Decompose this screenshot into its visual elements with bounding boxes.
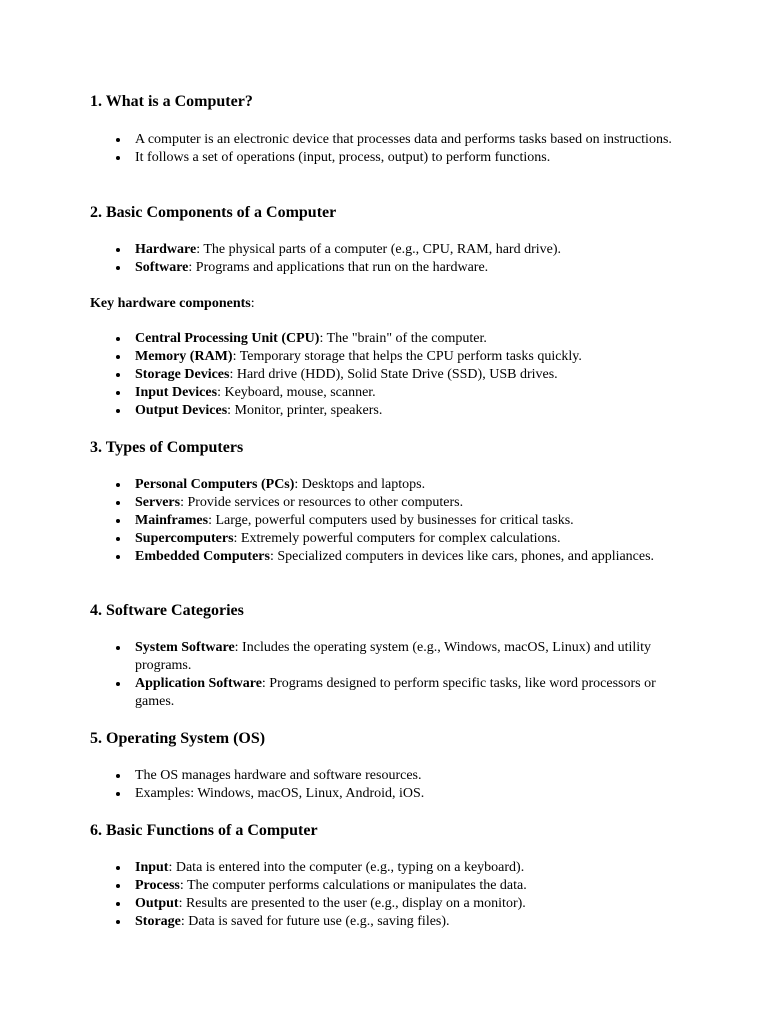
bullet-list [90, 131, 715, 167]
item-text: : Includes the operating system (e.g., Windows, macOS, Linux) and utility programs. [135, 640, 652, 673]
item-text: It follows a set of operations (input, process, output) to perform functions. [135, 150, 551, 165]
list-item [135, 530, 670, 548]
item-term: Mainframes [135, 513, 209, 528]
list-item [135, 548, 670, 566]
item-text: : Extremely powerful computers for complex calculations. [233, 531, 561, 546]
section-heading: 2. Basic Components of a Computer [90, 204, 337, 221]
list-item [135, 476, 670, 494]
list-item [135, 348, 715, 366]
item-term: Servers [135, 495, 181, 510]
list-item [135, 877, 715, 895]
item-term: Personal Computers (PCs) [135, 477, 295, 492]
item-term: Storage Devices [135, 367, 230, 382]
bullet-list [90, 767, 715, 803]
item-text: : Programs designed to perform specific tasks, like word processors or games. [135, 676, 656, 709]
item-text: Examples: Windows, macOS, Linux, Android, iOS. [135, 786, 425, 801]
note-term: Key hardware components [90, 296, 251, 311]
note-text: : [250, 296, 255, 311]
section-heading: 5. Operating System (OS) [90, 730, 266, 747]
item-text: : The computer performs calculations or manipulates the data. [179, 878, 527, 893]
list-item [135, 366, 715, 384]
item-term: Input [135, 860, 169, 875]
item-text: : Monitor, printer, speakers. [227, 403, 383, 418]
item-term: Input Devices [135, 385, 218, 400]
bullet-list [90, 859, 715, 931]
list-item [135, 149, 715, 167]
bullet-list [90, 330, 715, 420]
list-item [135, 259, 715, 277]
item-text: : Provide services or resources to other computers. [180, 495, 464, 510]
item-text: : Large, powerful computers used by businesses for critical tasks. [208, 513, 574, 528]
section-heading: 1. What is a Computer? [90, 93, 253, 110]
item-term: Central Processing Unit (CPU) [135, 331, 320, 346]
list-item [135, 913, 715, 931]
item-text: : Data is entered into the computer (e.g., typing on a keyboard). [168, 860, 525, 875]
list-item [135, 859, 715, 877]
item-text: The OS manages hardware and software resources. [135, 768, 422, 783]
item-text: : Keyboard, mouse, scanner. [217, 385, 376, 400]
item-term: Software [135, 260, 189, 275]
item-term: Hardware [135, 242, 197, 257]
section-heading: 4. Software Categories [90, 602, 244, 619]
list-item [135, 895, 715, 913]
item-term: Memory (RAM) [135, 349, 233, 364]
item-text: : Desktops and laptops. [294, 477, 426, 492]
list-item [135, 512, 670, 530]
item-text: : The physical parts of a computer (e.g., CPU, RAM, hard drive). [196, 242, 562, 257]
list-item [135, 384, 715, 402]
item-text: : Hard drive (HDD), Solid State Drive (SSD), USB drives. [229, 367, 558, 382]
item-text: : Programs and applications that run on the hardware. [188, 260, 489, 275]
item-text: : Data is saved for future use (e.g., saving files). [180, 914, 450, 929]
section-heading: 3. Types of Computers [90, 439, 244, 456]
list-item [135, 767, 715, 785]
subsection-note [90, 295, 255, 313]
item-text: A computer is an electronic device that processes data and performs tasks based on instructions. [135, 132, 672, 147]
item-term: Application Software [135, 676, 262, 691]
item-term: Storage [135, 914, 181, 929]
item-text: : Specialized computers in devices like cars, phones, and appliances. [269, 549, 655, 564]
list-item [135, 241, 715, 259]
bullet-list [90, 476, 670, 566]
list-item [135, 639, 670, 675]
list-item [135, 785, 715, 803]
list-item [135, 330, 715, 348]
item-text: : Temporary storage that helps the CPU perform tasks quickly. [232, 349, 582, 364]
item-term: System Software [135, 640, 235, 655]
section-heading: 6. Basic Functions of a Computer [90, 822, 318, 839]
item-term: Process [135, 878, 180, 893]
item-term: Embedded Computers [135, 549, 270, 564]
list-item [135, 494, 670, 512]
list-item [135, 131, 715, 149]
item-term: Output [135, 896, 179, 911]
bullet-list [90, 639, 670, 711]
item-term: Output Devices [135, 403, 228, 418]
item-text: : Results are presented to the user (e.g., display on a monitor). [178, 896, 526, 911]
item-term: Supercomputers [135, 531, 234, 546]
list-item [135, 675, 670, 711]
bullet-list [90, 241, 715, 277]
item-text: : The "brain" of the computer. [319, 331, 487, 346]
list-item [135, 402, 715, 420]
